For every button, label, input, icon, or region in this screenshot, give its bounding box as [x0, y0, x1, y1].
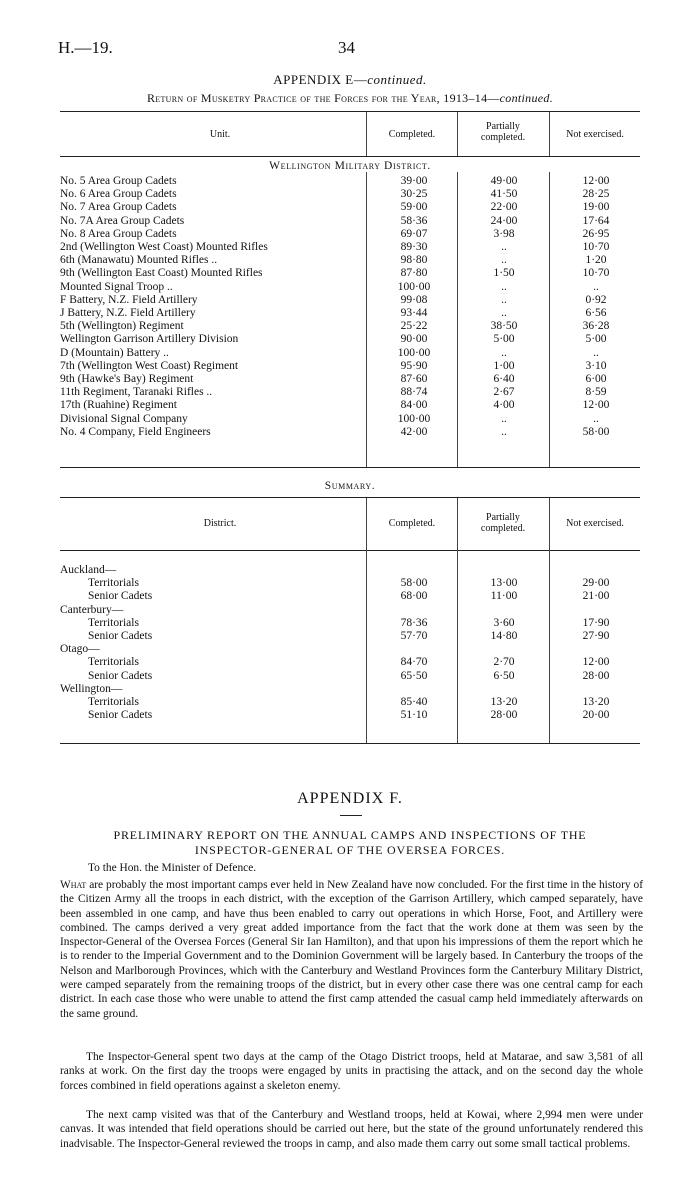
- summary-heading: Summary.: [324, 480, 376, 492]
- partially-value: ..: [501, 280, 507, 293]
- table-row: [60, 320, 642, 333]
- partially-value: 14·80: [490, 630, 518, 643]
- partially-value: 11·00: [490, 590, 518, 603]
- table1-vrule: [366, 112, 367, 156]
- summary-group-heading: [60, 604, 642, 617]
- table-row: [60, 188, 642, 201]
- completed-value: [366, 683, 458, 696]
- not-exercised-value: 8·59: [585, 386, 607, 399]
- not-exercised-value: 1·20: [585, 254, 607, 267]
- unit-name: 17th (Ruahine) Regiment: [60, 399, 177, 412]
- not-exercised-value: 17·64: [582, 214, 610, 227]
- partially-value: 4·00: [493, 399, 515, 412]
- table-row: [60, 413, 642, 426]
- partially-value: 13·00: [490, 577, 518, 590]
- table-row: [60, 426, 642, 439]
- not-exercised-value: 26·95: [582, 227, 610, 240]
- paragraph-1: What are probably the most important camps ever held in New Zealand have now concluded. For the first time in the history of the Citizen Army all the troops in each district, with the exception of the Garrison Artillery, which camped separately, have been assembled in one camp, and have thus been enabled to carry out operations in which Horse, Foot, and Artillery were combined. The camps derived a very great added importance from the fact that the work done at them was seen by the Inspector-General of the Oversea Forces (General Sir Ian Hamilton), and that upon his impressions of them the report which he is to render to the Imperial Government and to the Dominion Government will be largely based. In Canterbury the troops of the Nelson and Marlborough Provinces, which with the Canterbury and Westland Provinces form the Canterbury Military District, were camped separately from the remaining troops of the district, but in every other case there was one central camp for each district. In each case those who were unable to attend the first camp attended the casual camp held immediately afterwards on the same ground.: [60, 879, 643, 1020]
- summary-group-heading: [60, 643, 642, 656]
- appendix-f-rule: [340, 815, 362, 816]
- partially-value: 1·50: [493, 267, 515, 280]
- summary-col-not-exercised: Not exercised.: [566, 518, 624, 529]
- district-label: Senior Cadets: [88, 709, 153, 722]
- district-label: Territorials: [88, 616, 139, 629]
- unit-name: Mounted Signal Troop ..: [60, 280, 173, 293]
- district-label: Senior Cadets: [88, 630, 153, 643]
- district-label: Territorials: [88, 696, 139, 709]
- not-exercised-value: 6·56: [585, 307, 607, 320]
- district-label: Territorials: [88, 577, 139, 590]
- table-row: [60, 399, 642, 412]
- not-exercised-value: 21·00: [582, 590, 610, 603]
- district-label: Senior Cadets: [88, 590, 153, 603]
- completed-value: 58·36: [400, 214, 428, 227]
- not-exercised-value: 28·00: [582, 669, 610, 682]
- unit-name: F Battery, N.Z. Field Artillery: [60, 293, 198, 306]
- completed-value: 100·00: [397, 280, 431, 293]
- summary-bottom-rule: [60, 743, 640, 744]
- col-not-exercised: Not exercised.: [566, 129, 624, 140]
- completed-value: 65·50: [400, 669, 428, 682]
- unit-name: J Battery, N.Z. Field Artillery: [60, 307, 196, 320]
- partially-value: 6·40: [493, 373, 515, 386]
- unit-name: Divisional Signal Company: [60, 412, 188, 425]
- table-row: [60, 347, 642, 360]
- summary-row: [60, 696, 642, 709]
- summary-row: [60, 617, 642, 630]
- partially-value: 2·67: [493, 386, 515, 399]
- unit-name: No. 4 Company, Field Engineers: [60, 425, 211, 438]
- summary-group-heading: [60, 564, 642, 577]
- completed-value: 87·60: [400, 373, 428, 386]
- col-district: District.: [203, 518, 237, 529]
- not-exercised-value: 58·00: [582, 425, 610, 438]
- not-exercised-value: 12·00: [582, 399, 610, 412]
- partially-value: 1·00: [493, 359, 515, 372]
- not-exercised-value: ..: [593, 346, 599, 359]
- unit-name: No. 7A Area Group Cadets: [60, 214, 185, 227]
- not-exercised-value: 12·00: [582, 656, 610, 669]
- not-exercised-value: 10·70: [582, 241, 610, 254]
- unit-name: No. 6 Area Group Cadets: [60, 188, 177, 201]
- table-row: [60, 215, 642, 228]
- district-label: Otago—: [60, 643, 100, 656]
- summary-row: [60, 656, 642, 669]
- return-title: Return of Musketry Practice of the Forces for the Year, 1913–14—continued.: [146, 91, 553, 105]
- completed-value: 39·00: [400, 175, 428, 187]
- not-exercised-value: 6·00: [585, 373, 607, 386]
- unit-name: No. 5 Area Group Cadets: [60, 175, 177, 187]
- summary-head-rule: [60, 550, 640, 551]
- partially-value: 24·00: [490, 214, 518, 227]
- completed-value: 51·10: [400, 709, 428, 722]
- completed-value: [366, 643, 458, 656]
- summary-row: [60, 670, 642, 683]
- summary-group-heading: [60, 683, 642, 696]
- partially-value: ..: [501, 346, 507, 359]
- completed-value: 57·70: [400, 630, 428, 643]
- not-exercised-value: 13·20: [582, 696, 610, 709]
- summary-row: [60, 577, 642, 590]
- table1-top-rule: [60, 111, 640, 112]
- table-row: [60, 360, 642, 373]
- partially-value: 13·20: [490, 696, 518, 709]
- partially-value: 28·00: [490, 709, 518, 722]
- partially-value: 2·70: [493, 656, 515, 669]
- completed-value: 78·36: [400, 616, 428, 629]
- unit-name: 6th (Manawatu) Mounted Rifles ..: [60, 254, 218, 267]
- partially-value: ..: [501, 241, 507, 254]
- completed-value: [366, 604, 458, 617]
- unit-name: 2nd (Wellington West Coast) Mounted Rifles: [60, 241, 268, 254]
- table-row: [60, 333, 642, 346]
- completed-value: 88·74: [400, 386, 428, 399]
- table-row: [60, 307, 642, 320]
- table1-head-rule: [60, 156, 640, 157]
- completed-value: 95·90: [400, 359, 428, 372]
- not-exercised-value: 3·10: [585, 359, 607, 372]
- completed-value: 59·00: [400, 201, 428, 214]
- district-heading: Wellington Military District.: [269, 160, 431, 172]
- page-code: H.—19.: [58, 38, 113, 57]
- completed-value: 85·40: [400, 696, 428, 709]
- table-row: [60, 373, 642, 386]
- district-label: Senior Cadets: [88, 669, 153, 682]
- completed-value: 89·30: [400, 241, 428, 254]
- completed-value: 69·07: [400, 227, 428, 240]
- report-heading: PRELIMINARY REPORT ON THE ANNUAL CAMPS AND INSPECTIONS OF THE INSPECTOR-GENERAL OF THE OVERSEA FORCES.: [113, 828, 587, 857]
- completed-value: 93·44: [400, 307, 428, 320]
- district-label: Wellington—: [60, 682, 123, 695]
- not-exercised-value: ..: [593, 412, 599, 425]
- district-label: Auckland—: [60, 564, 117, 576]
- not-exercised-value: 10·70: [582, 267, 610, 280]
- partially-value: ..: [501, 293, 507, 306]
- partially-value: ..: [501, 254, 507, 267]
- completed-value: 25·22: [400, 320, 428, 333]
- partially-value: 49·00: [490, 175, 518, 187]
- district-label: Canterbury—: [60, 603, 124, 616]
- completed-value: 58·00: [400, 577, 428, 590]
- partially-value: 41·50: [490, 188, 518, 201]
- partially-value: 3·60: [493, 616, 515, 629]
- unit-name: 7th (Wellington West Coast) Regiment: [60, 359, 239, 372]
- partially-value: 5·00: [493, 333, 515, 346]
- partially-value: [458, 643, 550, 656]
- unit-name: 5th (Wellington) Regiment: [60, 320, 184, 333]
- table1-vrule: [457, 112, 458, 156]
- table-row: [60, 294, 642, 307]
- unit-name: 9th (Wellington East Coast) Mounted Rifles: [60, 267, 263, 280]
- not-exercised-value: 29·00: [582, 577, 610, 590]
- partially-value: [458, 564, 550, 577]
- unit-name: 9th (Hawke's Bay) Regiment: [60, 373, 194, 386]
- partially-value: [458, 683, 550, 696]
- col-completed: Completed.: [388, 129, 436, 140]
- partially-value: 38·50: [490, 320, 518, 333]
- district-label: Territorials: [88, 656, 139, 669]
- completed-value: 42·00: [400, 425, 428, 438]
- col-unit: Unit.: [209, 129, 231, 140]
- not-exercised-value: 0·92: [585, 293, 607, 306]
- salutation: To the Hon. the Minister of Defence.: [88, 862, 257, 874]
- completed-value: 30·25: [400, 188, 428, 201]
- not-exercised-value: 19·00: [582, 201, 610, 214]
- not-exercised-value: 28·25: [582, 188, 610, 201]
- table-row: [60, 281, 642, 294]
- completed-value: 100·00: [397, 412, 431, 425]
- table1-bottom-rule: [60, 467, 640, 468]
- unit-name: No. 7 Area Group Cadets: [60, 201, 177, 214]
- not-exercised-value: 27·90: [582, 630, 610, 643]
- not-exercised-value: [550, 643, 642, 656]
- unit-name: No. 8 Area Group Cadets: [60, 227, 177, 240]
- not-exercised-value: 20·00: [582, 709, 610, 722]
- partially-value: ..: [501, 412, 507, 425]
- summary-row: [60, 630, 642, 643]
- unit-name: D (Mountain) Battery ..: [60, 346, 169, 359]
- completed-value: 90·00: [400, 333, 428, 346]
- not-exercised-value: [550, 564, 642, 577]
- completed-value: 87·80: [400, 267, 428, 280]
- not-exercised-value: 5·00: [585, 333, 607, 346]
- not-exercised-value: 17·90: [582, 616, 610, 629]
- summary-row: [60, 590, 642, 603]
- partially-value: ..: [501, 425, 507, 438]
- summary-top-rule: [60, 497, 640, 498]
- paragraph-2: The Inspector-General spent two days at the camp of the Otago District troops, held at Matarae, and saw 3,581 of all ranks at work. On the first day the troops were engaged by units in practising the attack, and on the second day the whole forces combined in field operations against a skeleton enemy.: [60, 1051, 643, 1092]
- partially-value: ..: [501, 307, 507, 320]
- unit-name: Wellington Garrison Artillery Division: [60, 333, 239, 346]
- not-exercised-value: 12·00: [582, 175, 610, 187]
- col-partially: Partially completed.: [480, 121, 526, 143]
- appendix-f-title: APPENDIX F.: [297, 790, 403, 807]
- summary-row: [60, 709, 642, 722]
- completed-value: 84·00: [400, 399, 428, 412]
- partially-value: 3·98: [493, 227, 515, 240]
- not-exercised-value: 36·28: [582, 320, 610, 333]
- musketry-table: [60, 175, 642, 439]
- completed-value: 100·00: [397, 346, 431, 359]
- table-row: [60, 241, 642, 254]
- partially-value: 22·00: [490, 201, 518, 214]
- completed-value: 68·00: [400, 590, 428, 603]
- paragraph-3: The next camp visited was that of the Canterbury and Westland troops, held at Kowai, where 2,994 men were under canvas. It was intended that field operations should be carried out here, but the state of the ground unfortunately rendered this inadvisable. The Inspector-General reviewed the troops in camp, and also made them carry out some small tactical problems.: [60, 1109, 643, 1150]
- table-row: [60, 267, 642, 280]
- summary-col-completed: Completed.: [388, 518, 436, 529]
- completed-value: 98·80: [400, 254, 428, 267]
- appendix-e-title: APPENDIX E—continued.: [273, 72, 427, 87]
- partially-value: 6·50: [493, 669, 515, 682]
- unit-name: 11th Regiment, Taranaki Rifles ..: [60, 386, 213, 399]
- table-row: [60, 175, 642, 188]
- summary-table: [60, 564, 642, 722]
- completed-value: 99·08: [400, 293, 428, 306]
- table-row: [60, 201, 642, 214]
- table-row: [60, 254, 642, 267]
- page-number: 34: [338, 38, 355, 57]
- not-exercised-value: [550, 683, 642, 696]
- completed-value: [366, 564, 458, 577]
- not-exercised-value: ..: [593, 280, 599, 293]
- completed-value: 84·70: [400, 656, 428, 669]
- partially-value: [458, 604, 550, 617]
- not-exercised-value: [550, 604, 642, 617]
- summary-col-partially: Partially completed.: [480, 512, 526, 534]
- table-row: [60, 386, 642, 399]
- table-row: [60, 228, 642, 241]
